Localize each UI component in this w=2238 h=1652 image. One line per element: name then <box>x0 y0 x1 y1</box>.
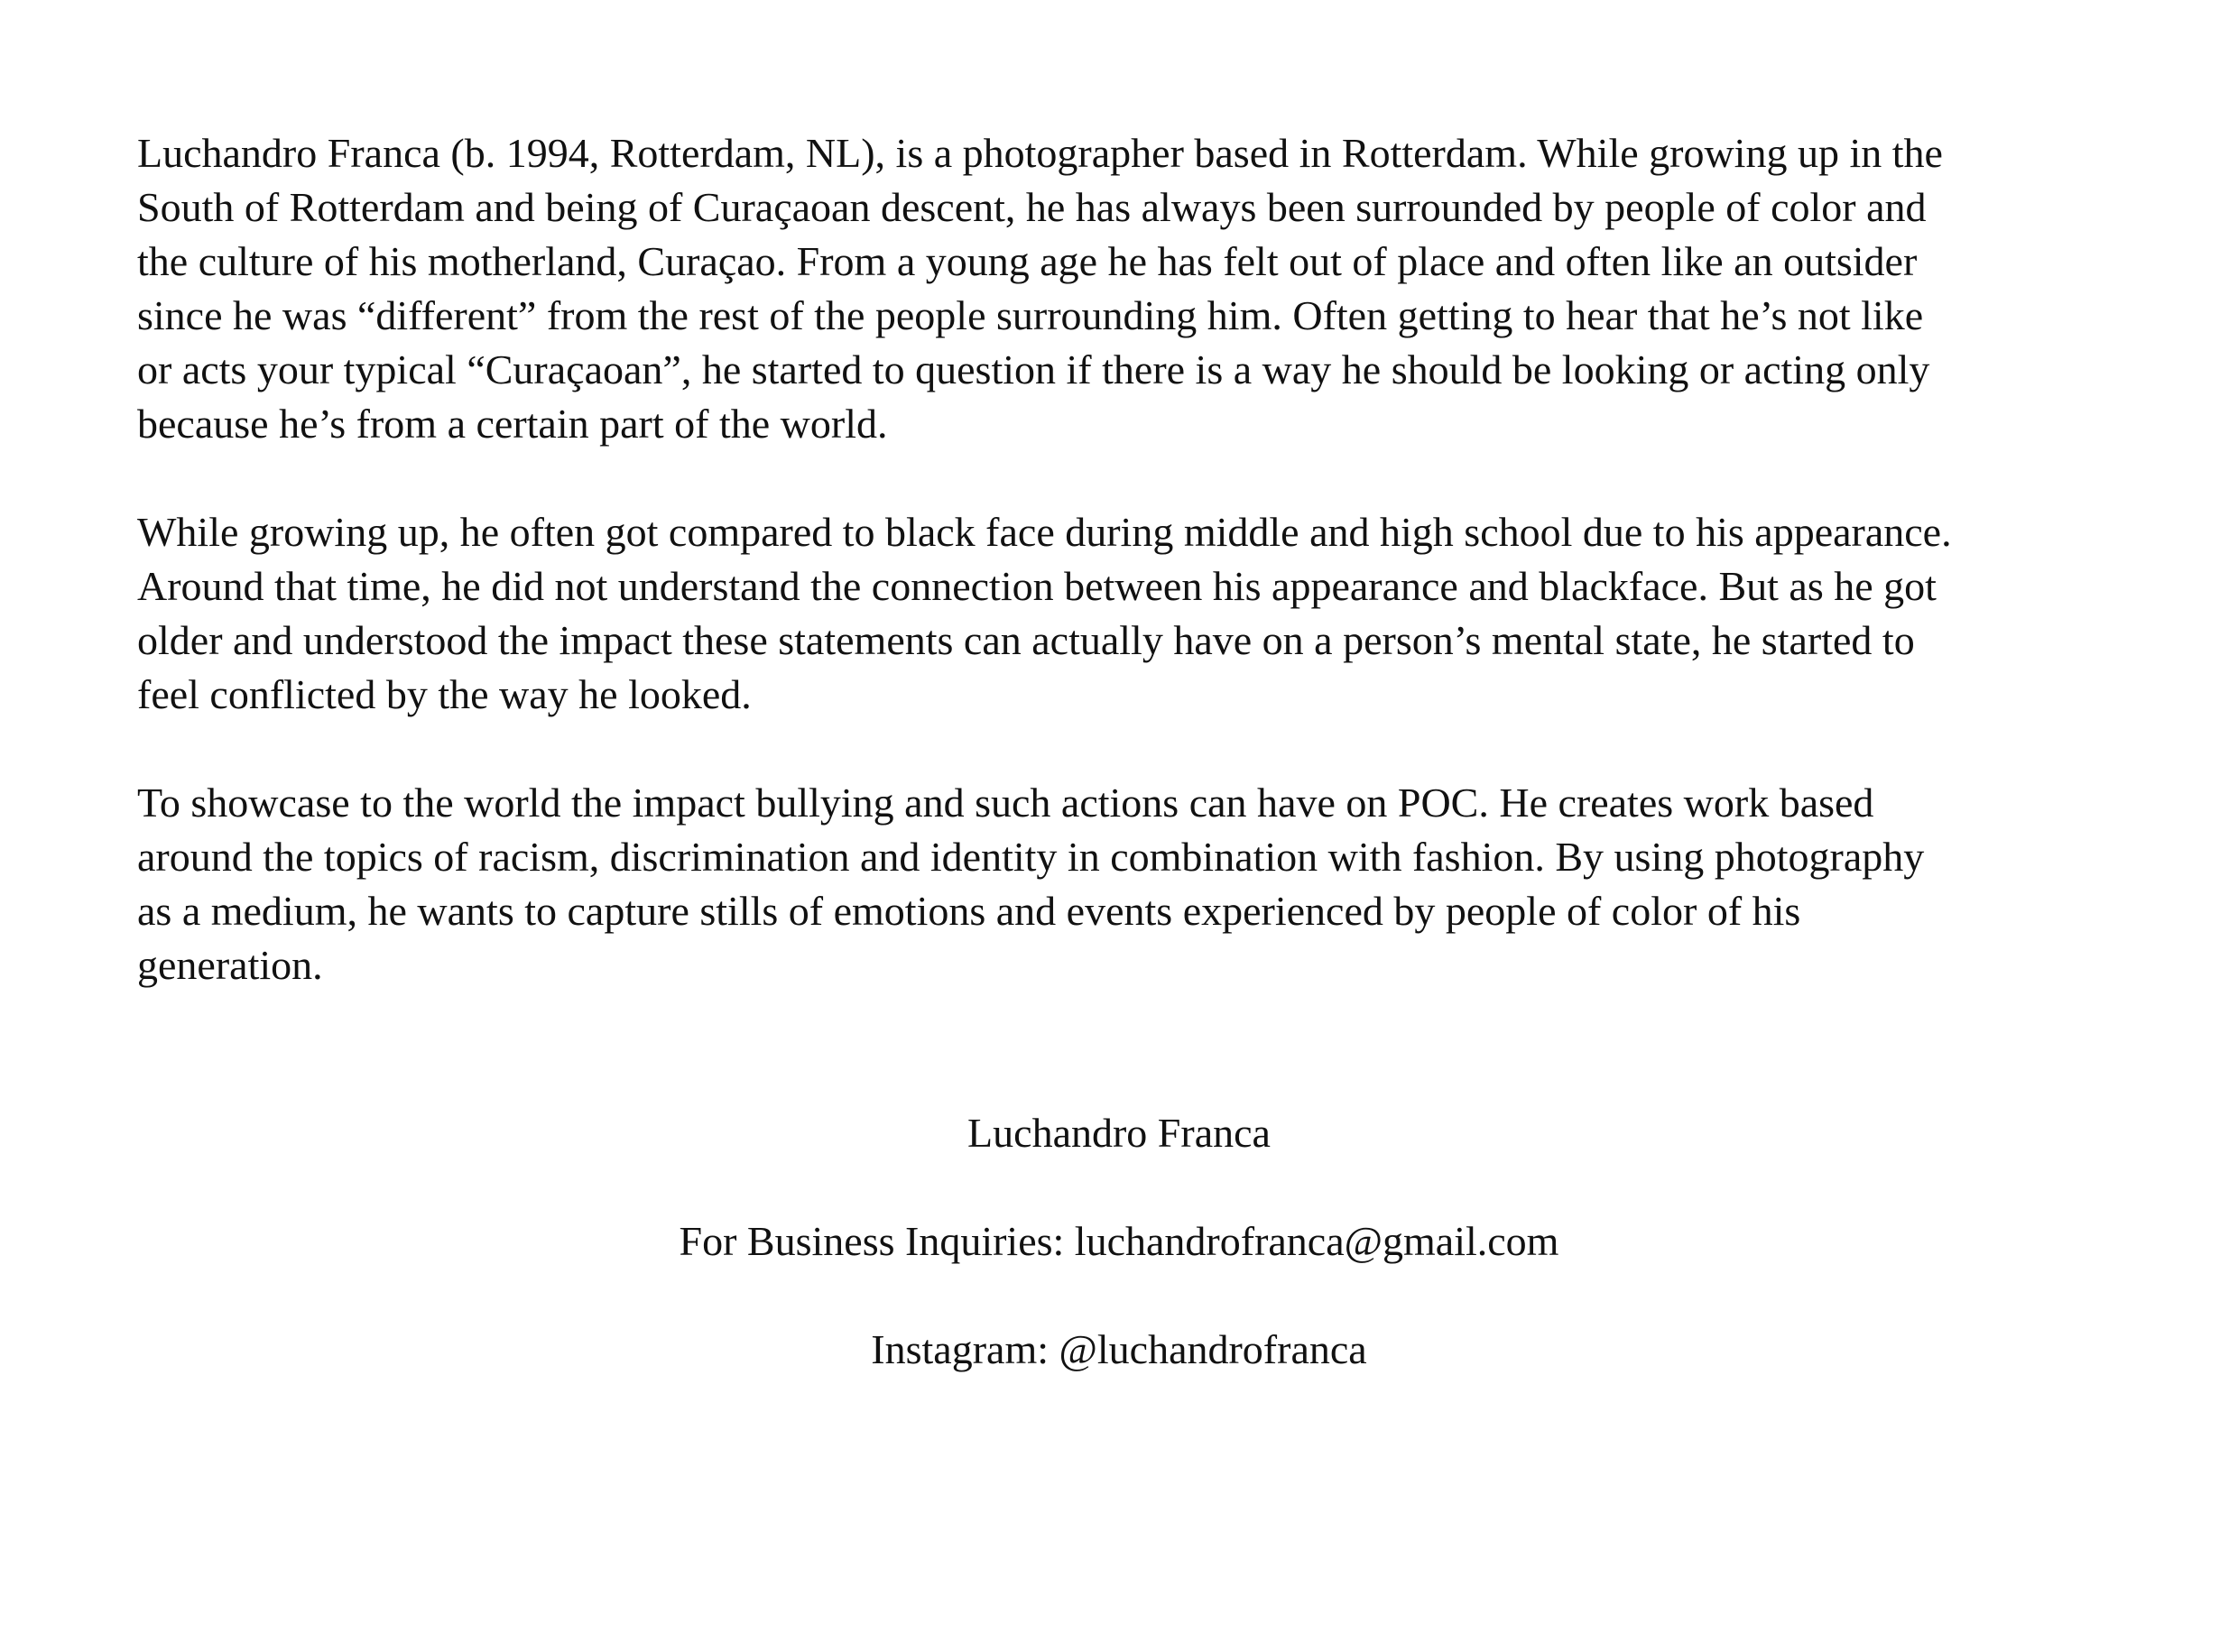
bio-paragraph-3: To showcase to the world the impact bullying and such actions can have on POC. He creates work based around the topics of racism, discrimination and identity in combination with fashion. By using photography as a medium, he wants to capture stills of emotions and events experienced by people of color of his generation. <box>137 780 1925 988</box>
contact-block <box>0 1106 2238 1431</box>
artist-statement <box>137 126 2122 1047</box>
bio-paragraph-2: While growing up, he often got compared to black face during middle and high school due to his appearance. Around that time, he did not understand the connection between his appearance and blackface. But as he got older and understood the impact these statements can actually have on a person’s mental state, he started to feel conflicted by the way he looked. <box>137 509 1952 717</box>
business-inquiries: For Business Inquiries: luchandrofranca@gmail.com <box>679 1218 1559 1264</box>
instagram-handle: Instagram: @luchandrofranca <box>871 1326 1367 1372</box>
artist-name: Luchandro Franca <box>967 1110 1271 1156</box>
bio-paragraph-1: Luchandro Franca (b. 1994, Rotterdam, NL), is a photographer based in Rotterdam. While growing up in the South of Rotterdam and being of Curaçaoan descent, he has always been surrounded by people of color and the culture of his motherland, Curaçao. From a young age he has felt out of place and often like an outsider since he was “different” from the rest of the people surrounding him. Often getting to hear that he’s not like or acts your typical “Curaçaoan”, he started to question if there is a way he should be looking or acting only because he’s from a certain part of the world. <box>137 130 1943 447</box>
